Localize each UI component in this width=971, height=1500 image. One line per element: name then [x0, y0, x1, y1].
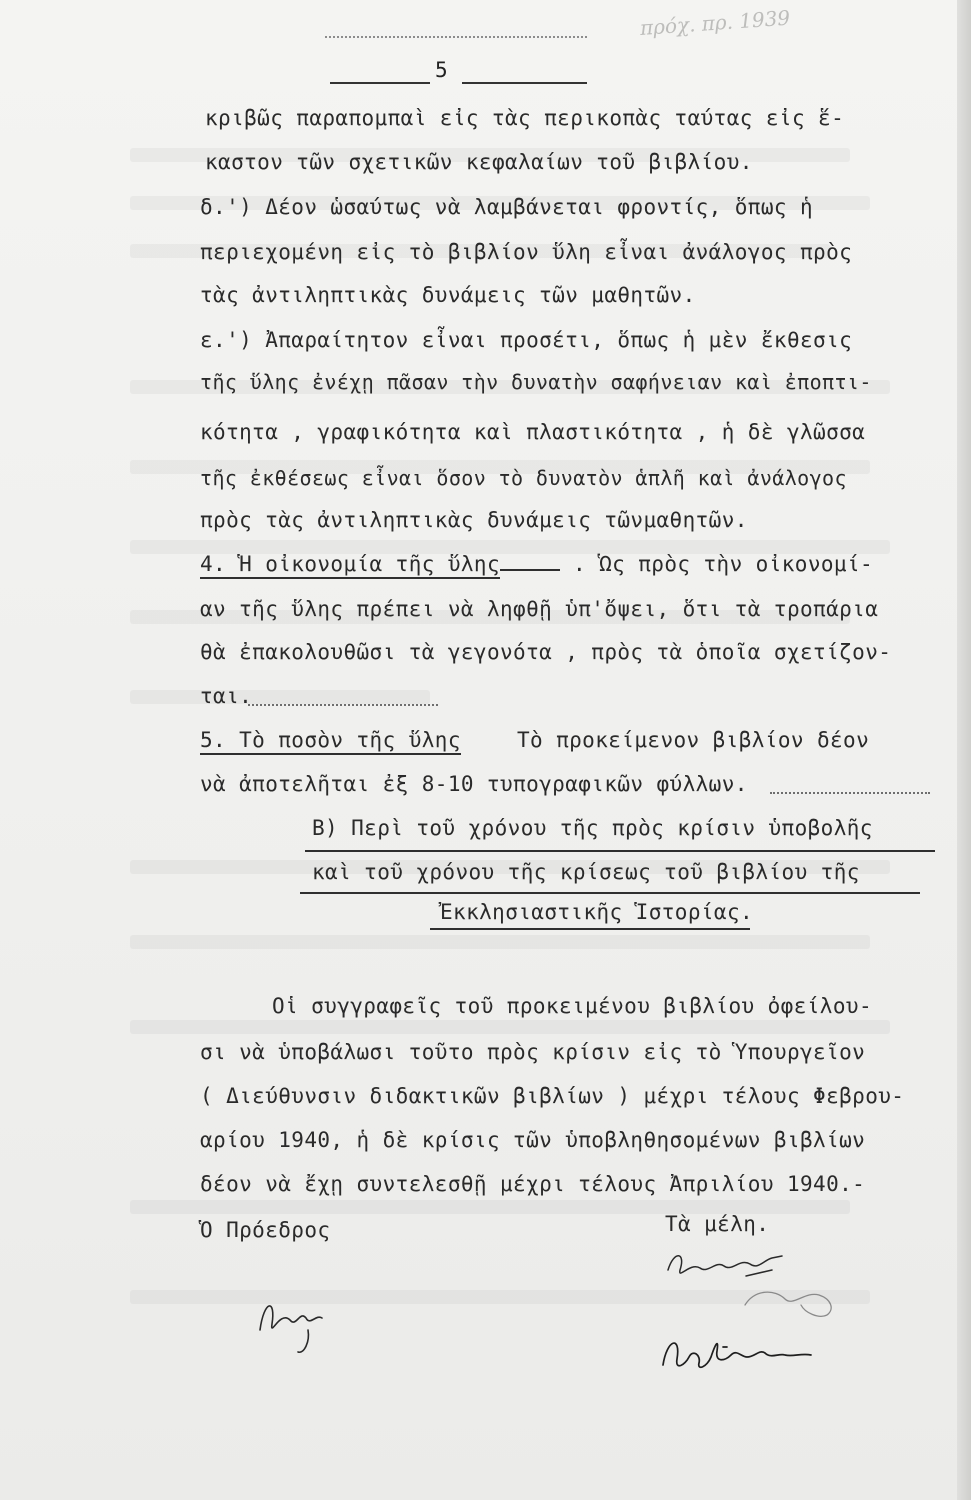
- section-b-rule: [430, 928, 750, 930]
- text-line: Οἱ συγγραφεῖς τοῦ προκειμένου βιβλίου ὀφείλου-: [272, 994, 872, 1018]
- section-b-line: Β) Περὶ τοῦ χρόνου τῆς πρὸς κρίσιν ὑποβολῆς: [312, 816, 873, 840]
- bleed-through-line: [130, 1020, 890, 1034]
- bleed-through-line: [130, 935, 870, 949]
- members-label: Τὰ μέλη.: [665, 1212, 770, 1236]
- section-4-heading-underline-extension: [500, 569, 560, 571]
- text-line: θὰ ἐπακολουθῶσι τὰ γεγονότα , πρὸς τὰ ὁποῖα σχετίζον-: [200, 640, 892, 664]
- text-line: δ.') Δέον ὡσαύτως νὰ λαμβάνεται φροντίς, ὅπως ἡ: [200, 195, 814, 219]
- text-line: ε.') Ἀπαραίτητον εἶναι προσέτι, ὅπως ἡ μὲν ἔκθεσις: [200, 328, 853, 352]
- section-b-line: καὶ τοῦ χρόνου τῆς κρίσεως τοῦ βιβλίου τῆς: [312, 860, 860, 884]
- top-dotted-rule: [325, 36, 587, 38]
- text-line: νὰ ἀποτελῆται ἐξ 8-10 τυπογραφικῶν φύλλων.: [200, 772, 748, 796]
- dotted-fill: [248, 704, 438, 706]
- text-line: σι νὰ ὑποβάλωσι τοῦτο πρὸς κρίσιν εἰς τὸ Ὑπουργεῖον: [200, 1040, 866, 1064]
- text-line: κότητα , γραφικότητα καὶ πλαστικότητα , ἡ δὲ γλῶσσα: [200, 420, 866, 444]
- member-signature-2: [735, 1275, 845, 1325]
- text-line: ( Διεύθυνσιν διδακτικῶν βιβλίων ) μέχρι τέλους Φεβρου-: [200, 1084, 905, 1108]
- section-5-row: [200, 728, 869, 752]
- section-b-line: Ἐκκλησιαστικῆς Ἱστορίας.: [440, 900, 754, 924]
- page-number-rule-left: [330, 82, 430, 84]
- text-line: κριβῶς παραπομπαὶ εἰς τὰς περικοπὰς ταύτας εἰς ἕ-: [205, 106, 845, 130]
- text-line: καστον τῶν σχετικῶν κεφαλαίων τοῦ βιβλίου.: [205, 150, 753, 174]
- section-4-first: . Ὡς πρὸς τὴν οἰκονομί-: [573, 552, 874, 576]
- text-line: ται.: [200, 684, 253, 708]
- member-signature-3: [655, 1325, 830, 1385]
- text-line: περιεχομένη εἰς τὸ βιβλίον ὕλη εἶναι ἀνάλογος πρὸς: [200, 240, 853, 264]
- text-line: πρὸς τὰς ἀντιληπτικὰς δυνάμεις τῶνμαθητῶν.: [200, 508, 748, 532]
- section-4-row: [200, 552, 873, 576]
- corner-pencil-note: πρόχ. πρ. 1939: [639, 5, 791, 41]
- page-number-rule-right: [462, 82, 587, 84]
- page-number: 5: [435, 58, 448, 82]
- text-line: αρίου 1940, ἡ δὲ κρίσις τῶν ὑποβληθησομένων βιβλίων: [200, 1128, 866, 1152]
- bleed-through-line: [130, 690, 430, 704]
- page-edge-shadow: [957, 0, 971, 1500]
- section-4-heading: 4. Ἡ οἰκονομία τῆς ὕλης: [200, 552, 500, 579]
- section-5-first: Τὸ προκείμενον βιβλίον δέον: [516, 728, 870, 752]
- text-line: τῆς ἐκθέσεως εἶναι ὅσον τὸ δυνατὸν ἁπλῆ καὶ ἀνάλογος: [200, 466, 847, 490]
- text-line: αν τῆς ὕλης πρέπει νὰ ληφθῇ ὑπ'ὄψει, ὅτι τὰ τροπάρια: [200, 597, 879, 621]
- president-signature: [250, 1280, 340, 1360]
- section-5-heading: 5. Τὸ ποσὸν τῆς ὕλης: [200, 728, 461, 755]
- section-b-rule: [305, 850, 935, 852]
- president-label: Ὁ Πρόεδρος: [200, 1218, 331, 1242]
- section-b-rule: [300, 892, 920, 894]
- dotted-fill: [770, 792, 930, 794]
- text-line: τὰς ἀντιληπτικὰς δυνάμεις τῶν μαθητῶν.: [200, 283, 696, 307]
- text-line: τῆς ὕλης ἐνέχῃ πᾶσαν τὴν δυνατὴν σαφήνειαν καὶ ἐποπτι-: [200, 370, 872, 394]
- text-line: δέον νὰ ἔχῃ συντελεσθῇ μέχρι τέλους Ἀπριλίου 1940.-: [200, 1172, 866, 1196]
